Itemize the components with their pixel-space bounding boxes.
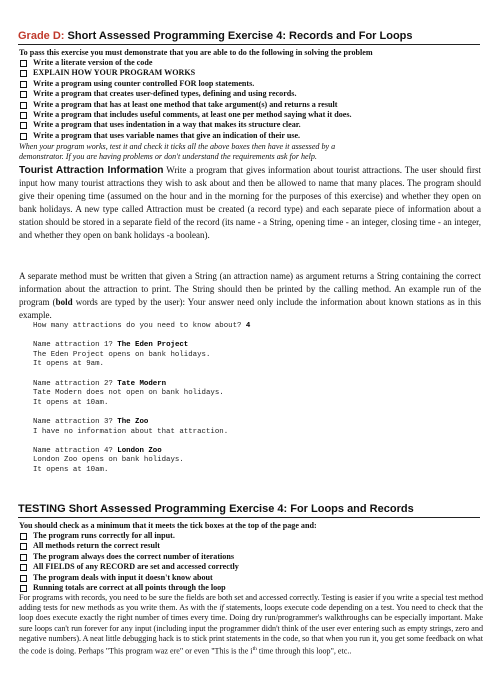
checkbox-icon <box>20 133 27 140</box>
checklist-item-label: Write a program that includes useful comments, at least one per method saying what it does. <box>33 110 352 120</box>
checklist-item-label: Write a program that uses indentation in a way that makes its structure clear. <box>33 120 301 130</box>
program-output-text: The Eden Project opens on bank holidays. <box>33 350 211 359</box>
program-output-text: London Zoo opens on bank holidays. <box>33 456 184 465</box>
example-run-line <box>33 399 473 409</box>
checklist-item <box>19 110 489 120</box>
user-input-text: 4 <box>245 322 251 330</box>
checkbox-icon <box>20 70 27 77</box>
program-output-text: Tate Modern does not open on bank holidays. <box>33 389 224 398</box>
checklist-item-label: All methods return the correct result <box>33 541 160 551</box>
checklist-item <box>19 583 489 593</box>
assessment-note <box>19 142 489 162</box>
tourist-attraction-paragraph <box>19 164 481 242</box>
user-input-text: The Zoo <box>117 417 149 426</box>
example-run-line <box>33 380 473 390</box>
method-bold-word: bold <box>55 297 73 307</box>
assessment-note-line: demonstrator. If you are having problems or don't understand the requirements ask for help. <box>19 152 317 161</box>
example-run-line <box>33 341 473 351</box>
checklist-item-label: Write a program that creates user-defined types, defining and using records. <box>33 89 297 99</box>
closing-text: time through this loop", etc.. <box>256 646 352 656</box>
checklist-item <box>19 89 489 99</box>
user-input-text: London Zoo <box>117 446 162 455</box>
example-run-line <box>33 456 473 466</box>
tourist-attraction-heading: Tourist Attraction Information <box>19 165 164 176</box>
checklist-item <box>19 541 489 551</box>
example-run-line <box>33 466 473 476</box>
checklist-item-label: Write a program that has at least one method that take argument(s) and returns a result <box>33 99 338 109</box>
program-output-text: Name attraction 1? <box>33 341 118 350</box>
tourist-attraction-text: Write a program that gives information about tourist attractions. The user should first input how many tourist attractions they wish to ask about and then be allowed to name that many places. The program should give their opening time (assumed on the hour and in the morning for the purposes of this exercise) and whether they open on bank holidays. A new type called Attraction must be created (a record type) and each separate piece of information about a station should be stored in a separate field of the record (its name - a String, opening time - an integer, closing time - an integer, and whether they open on bank holidays -a boolean). <box>19 165 481 240</box>
user-input-text: The Eden Project <box>117 341 189 350</box>
checkbox-icon <box>20 543 27 550</box>
example-run-line <box>33 447 473 457</box>
section-1-title-text: Short Assessed Programming Exercise 4: Records and For Loops <box>64 30 413 42</box>
checklist-item <box>19 562 489 572</box>
checklist-item <box>19 573 489 583</box>
method-text: A separate method must be written that given a String (an attraction name) as argument returns a String containing the correct information about the attraction to print. The String should then be printed by the calling method. An example run of the program ( <box>19 271 481 307</box>
checklist-item-label: All FIELDS of any RECORD are set and accessed correctly <box>33 562 239 572</box>
checkbox-icon <box>20 102 27 109</box>
checklist-item-label: EXPLAIN HOW YOUR PROGRAM WORKS <box>33 68 196 78</box>
grade-label: Grade D: <box>18 30 65 42</box>
checklist-item-label: The program deals with input it doesn't know about <box>33 572 213 582</box>
method-paragraph <box>19 270 481 322</box>
example-run-line <box>33 418 473 428</box>
testing-intro: You should check as a minimum that it meets the tick boxes at the top of the page and: <box>19 521 317 530</box>
checklist-item-label: Write a program that uses variable names that give an indication of their use. <box>33 130 301 140</box>
checklist-item <box>19 58 489 68</box>
checklist-item-label: The program runs correctly for all input. <box>33 531 175 540</box>
closing-italic-if: if <box>219 603 224 613</box>
checklist-item-label: Write a program using counter controlled FOR loop statements. <box>33 78 255 88</box>
checklist-item-label: Running totals are correct at all points through the loop <box>33 583 226 593</box>
example-run-line <box>33 351 473 361</box>
program-output-text: Name attraction 4? <box>33 446 118 455</box>
checkbox-icon <box>20 60 27 67</box>
checkbox-icon <box>20 122 27 129</box>
closing-text: statements, loops execute code depending on a test. You need to check that the loop does execute exactly the right number of times every time. Doing dry run/programmer's walkthroughs can be especially important. Make sure loops can't run forever for any input (including input the programmer didn't think of the user ever entering such as empty strings, zero and negative numbers). A neat little debugging hack is to stick print statements in the code, so that when you run it, you get some feedback on what the code is doing. Perhaps "This program waz ere" or even "This is the i <box>19 603 483 656</box>
example-run-transcript <box>33 322 473 476</box>
checklist-item <box>19 552 489 562</box>
closing-superscript: th <box>252 646 257 653</box>
program-output-text: How many attractions do you need to know about? <box>33 322 246 330</box>
requirements-checklist <box>19 58 489 141</box>
testing-closing-paragraph <box>19 593 483 657</box>
program-output-text: It opens at 9am. <box>33 360 104 369</box>
example-run-line <box>33 322 473 332</box>
user-input-text: Tate Modern <box>117 379 167 388</box>
program-output-text: I have no information about that attraction. <box>33 427 229 436</box>
checkbox-icon <box>20 112 27 119</box>
checklist-item-label: Write a literate version of the code <box>33 58 153 67</box>
checklist-item <box>19 120 489 130</box>
closing-text: For programs with records, you need to be sure the fields are both set and accessed correctly. Testing is easier if you write a special test method adding tests for new methods as you write them. As with the <box>19 593 484 613</box>
checkbox-icon <box>20 554 27 561</box>
checkbox-icon <box>20 564 27 571</box>
section-1-title <box>18 29 480 45</box>
requirements-intro: To pass this exercise you must demonstrate that you are able to do the following in solving the problem <box>19 48 373 57</box>
program-output-text: Name attraction 2? <box>33 379 118 388</box>
checkbox-icon <box>20 91 27 98</box>
checkbox-icon <box>20 81 27 88</box>
checklist-item <box>19 100 489 110</box>
method-text: words are typed by the user): Your answer need only include the information about known stations as in this example. <box>19 297 481 320</box>
checkbox-icon <box>20 585 27 592</box>
section-2-title: TESTING Short Assessed Programming Exercise 4: For Loops and Records <box>18 502 480 518</box>
checklist-item <box>19 531 489 541</box>
program-output-text: Name attraction 3? <box>33 417 118 426</box>
checkbox-icon <box>20 533 27 540</box>
example-run-line <box>33 428 473 438</box>
checklist-item <box>19 131 489 141</box>
checklist-item <box>19 79 489 89</box>
testing-checklist <box>19 531 489 593</box>
program-output-text: It opens at 10am. <box>33 398 109 407</box>
program-output-text: It opens at 10am. <box>33 465 109 474</box>
checkbox-icon <box>20 575 27 582</box>
assessment-note-line: When your program works, test it and check it ticks all the above boxes then have it assessed by a <box>19 142 336 151</box>
example-run-line <box>33 360 473 370</box>
example-run-line <box>33 389 473 399</box>
checklist-item <box>19 68 489 78</box>
checklist-item-label: The program always does the correct number of iterations <box>33 551 234 561</box>
